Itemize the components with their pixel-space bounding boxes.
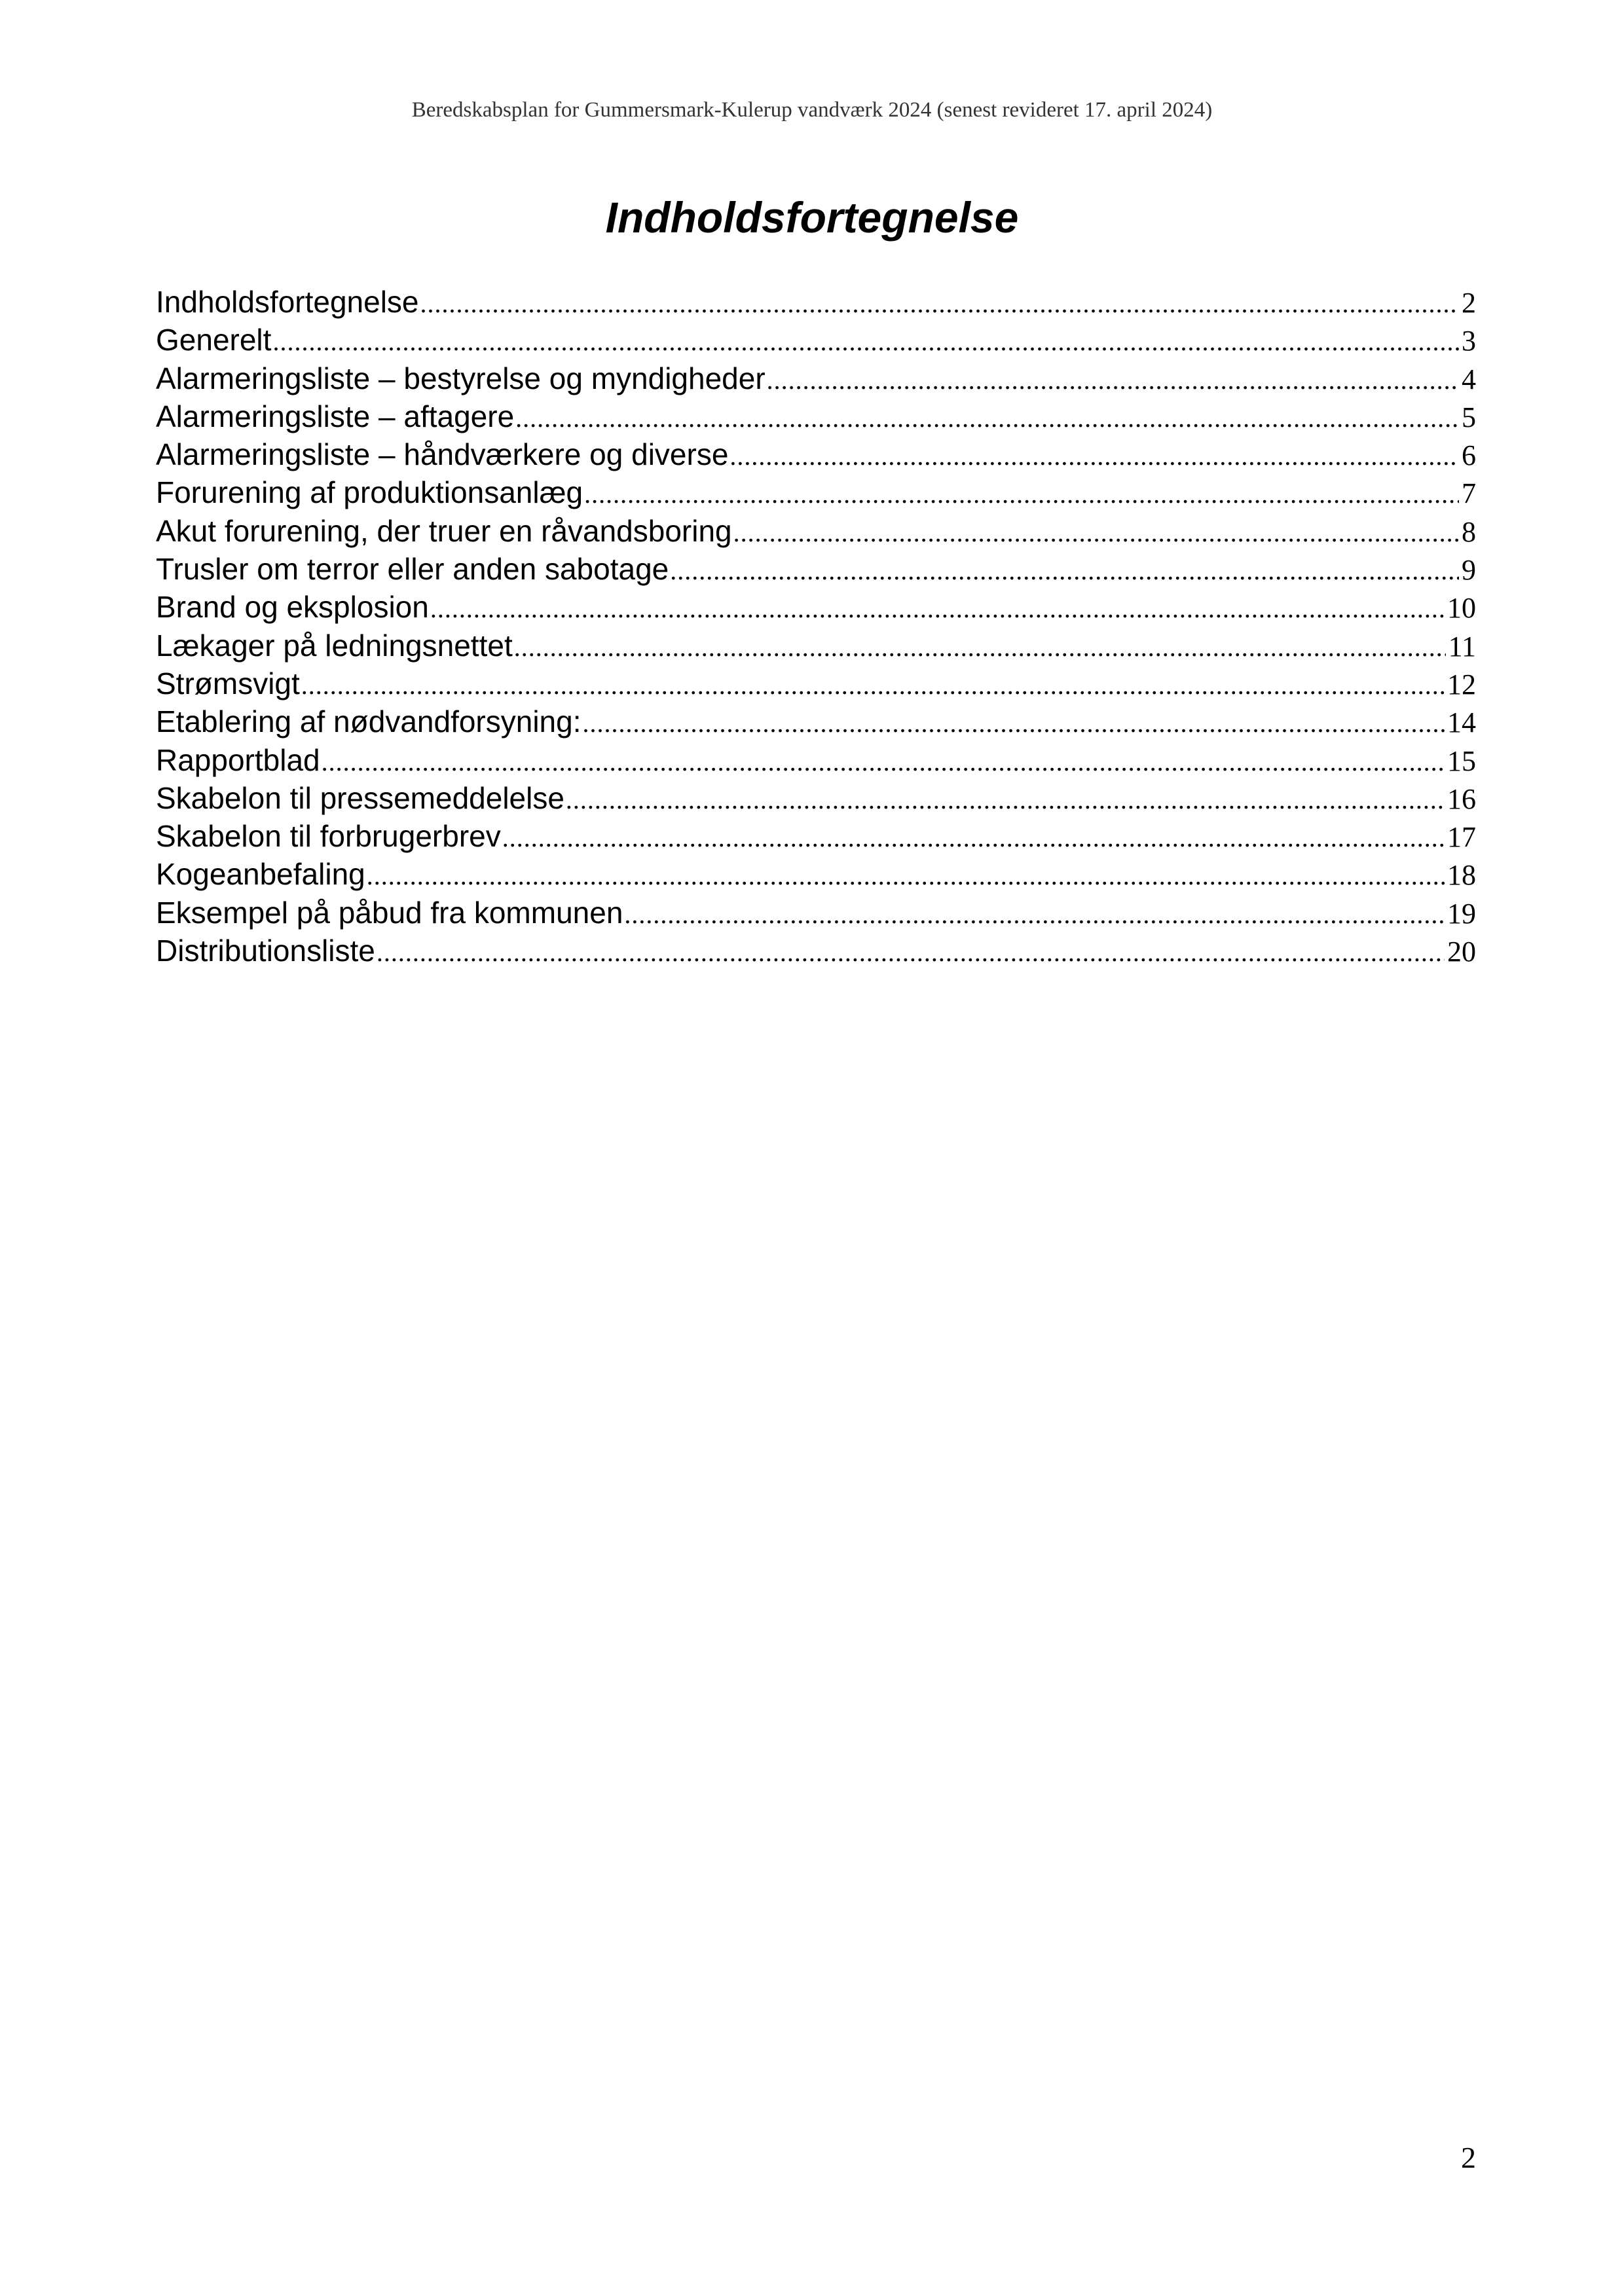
toc-entry-label: Eksempel på påbud fra kommunen	[156, 895, 623, 930]
toc-leader	[430, 590, 1445, 626]
toc-leader	[670, 552, 1459, 588]
toc-leader	[272, 323, 1459, 359]
toc-entry[interactable]	[156, 588, 1476, 626]
toc-entry-page: 5	[1462, 401, 1476, 433]
toc-entry-label: Trusler om terror eller anden sabotage	[156, 552, 669, 587]
toc-entry-page: 17	[1447, 821, 1476, 854]
toc-entry-label: Strømsvigt	[156, 666, 300, 701]
toc-entry-label: Generelt	[156, 323, 272, 357]
toc-entry-page: 8	[1462, 515, 1476, 548]
toc-leader	[515, 399, 1459, 435]
toc-entry-page: 18	[1447, 859, 1476, 892]
toc-entry-page: 3	[1462, 325, 1476, 357]
toc-entry-page: 4	[1462, 363, 1476, 395]
toc-entry-label: Alarmeringsliste – håndværkere og diverse	[156, 437, 729, 472]
toc-entry-label: Akut forurening, der truer en råvandsboring	[156, 513, 732, 548]
toc-leader	[584, 475, 1459, 511]
toc-entry[interactable]	[156, 665, 1476, 702]
toc-entry-label: Alarmeringsliste – bestyrelse og myndigheder	[156, 361, 766, 395]
toc-entry-label: Skabelon til forbrugerbrev	[156, 819, 501, 854]
toc-entry-page: 10	[1447, 592, 1476, 625]
toc-entry-page: 7	[1462, 477, 1476, 510]
toc-entry-page: 20	[1447, 936, 1476, 968]
toc-entry-page: 11	[1448, 630, 1476, 663]
toc-entry-label: Forurening af produktionsanlæg	[156, 475, 583, 510]
toc-entry[interactable]	[156, 855, 1476, 893]
toc-leader	[729, 437, 1459, 473]
toc-entry[interactable]	[156, 932, 1476, 970]
toc-entry[interactable]	[156, 359, 1476, 397]
toc-leader	[767, 361, 1459, 397]
toc-entry[interactable]	[156, 702, 1476, 740]
toc-entry[interactable]	[156, 512, 1476, 550]
toc-leader	[420, 285, 1459, 321]
toc-leader	[322, 743, 1445, 779]
toc-leader	[566, 781, 1445, 817]
toc-entry-page: 12	[1447, 668, 1476, 701]
toc-entry[interactable]	[156, 435, 1476, 473]
toc-entry[interactable]	[156, 283, 1476, 321]
toc-entry-page: 16	[1447, 782, 1476, 815]
toc-entry[interactable]	[156, 817, 1476, 855]
toc-entry-page: 14	[1447, 706, 1476, 739]
page-number: 2	[1461, 2141, 1476, 2174]
toc-entry[interactable]	[156, 894, 1476, 932]
toc-entry-label: Rapportblad	[156, 742, 320, 777]
toc-entry[interactable]	[156, 550, 1476, 588]
toc-entry-page: 19	[1447, 897, 1476, 930]
toc-entry-page: 2	[1462, 287, 1476, 319]
toc-entry-label: Etablering af nødvandforsyning:	[156, 704, 581, 739]
toc-entry-page: 15	[1447, 744, 1476, 777]
toc-leader	[377, 934, 1445, 970]
toc-leader	[733, 514, 1459, 550]
toc-entry[interactable]	[156, 741, 1476, 779]
toc-leader	[583, 704, 1445, 740]
toc-entry[interactable]	[156, 321, 1476, 359]
page-title: Indholdsfortegnelse	[605, 193, 1019, 242]
toc-entry-label: Indholdsfortegnelse	[156, 285, 419, 319]
toc-entry[interactable]	[156, 779, 1476, 817]
table-of-contents	[156, 283, 1476, 970]
toc-entry-label: Brand og eksplosion	[156, 590, 429, 625]
toc-entry[interactable]	[156, 627, 1476, 665]
toc-leader	[502, 819, 1445, 855]
toc-leader	[367, 857, 1445, 893]
toc-entry[interactable]	[156, 473, 1476, 511]
toc-leader	[301, 666, 1445, 702]
toc-entry[interactable]	[156, 397, 1476, 435]
toc-entry-page: 6	[1462, 439, 1476, 472]
running-header: Beredskabsplan for Gummersmark-Kulerup vandværk 2024 (senest revideret 17. april 2024)	[411, 98, 1213, 122]
toc-entry-label: Lækager på ledningsnettet	[156, 628, 513, 663]
toc-leader	[514, 629, 1446, 665]
toc-entry-page: 9	[1462, 554, 1476, 587]
toc-entry-label: Distributionsliste	[156, 934, 375, 968]
toc-leader	[624, 896, 1445, 932]
toc-entry-label: Alarmeringsliste – aftagere	[156, 399, 515, 433]
toc-entry-label: Skabelon til pressemeddelelse	[156, 780, 564, 815]
toc-entry-label: Kogeanbefaling	[156, 857, 365, 892]
